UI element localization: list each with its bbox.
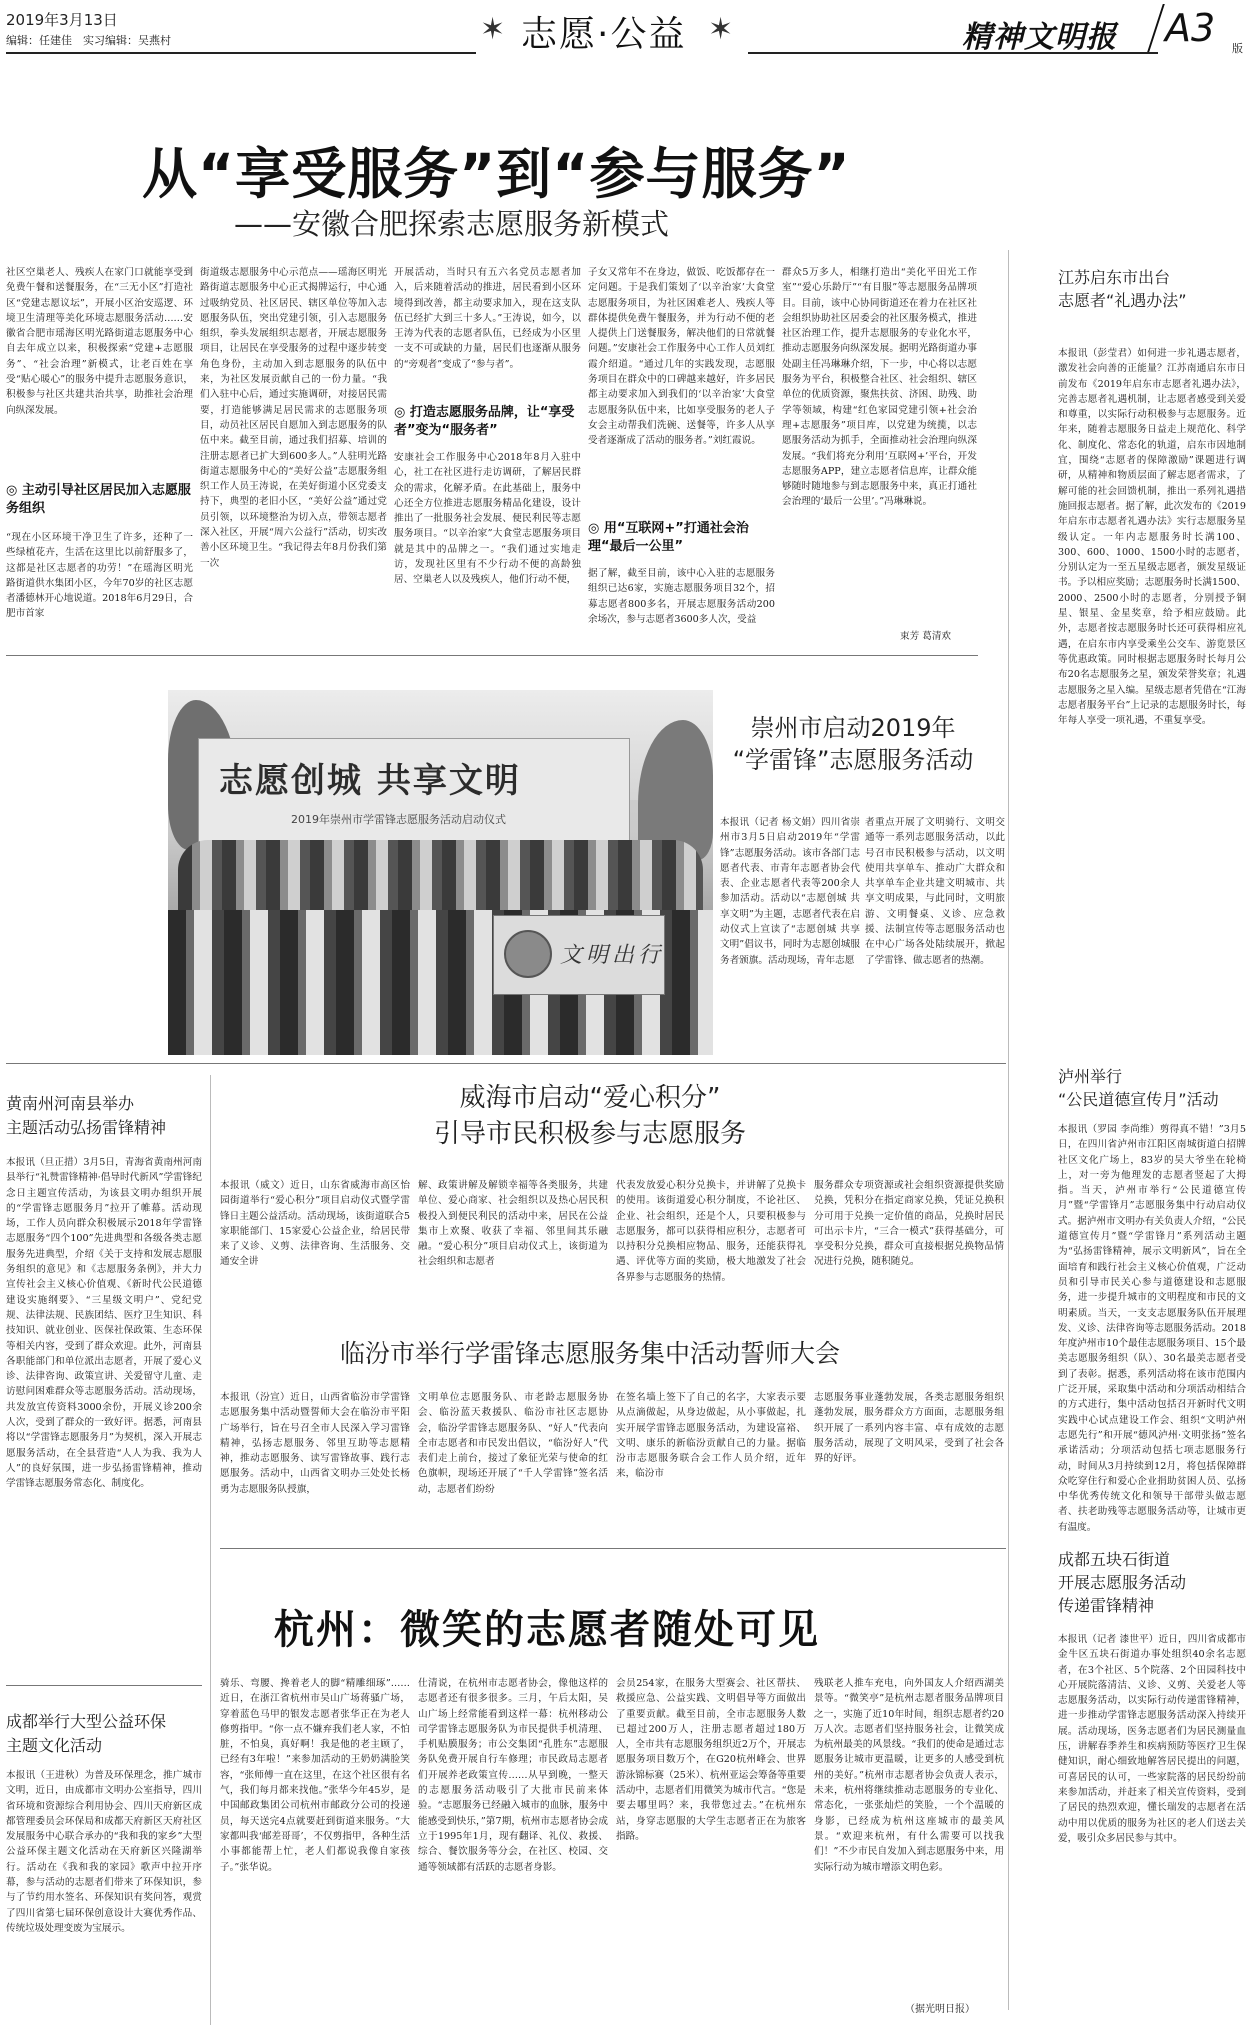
hangzhou-column-1-text: 骑乐、弯腰、搀着老人的脚“精雕细琢”……近日，在浙江省杭州市吴山广场蒋骚广场，穿着蓝色马甲的银发志愿者张华正在为老人修剪指甲。“你一点不嫌弃我们老人家，不怕脏，不怕臭，真好啊！我是他的老主顾了，已经有3年啦！”来参加活动的王奶奶满脸笑容，“张师傅一直在这里，在这个社区很有名气，我们每月都来找他。”张华今年45岁，是中国邮政集团公司杭州市邮政分公司的投递员，每天送完4点就要赶到街道来服务。“大家都叫我‘邮差哥哥’，不仅剪指甲，各种生活小事都能帮上忙，老人们都说我像自家孩子。”张华说。 xyxy=(220,1678,410,1873)
chengdu-env-headline: 成都举行大型公益环保 主题文化活动 xyxy=(6,1712,167,1755)
chengdu-env-body-text: 本报讯（王进秋）为普及环保理念，推广城市文明，近日，由成都市文明办公室指导，四川省环境和资源综合利用协会、四川天府新区成都管理委员会环保局和成都天府新区天府社区发展服务中心联合承办的“我和我的家乡”大型公益环保主题文化活动在天府新区兴隆湖举行。活动在《我和我的家园》歌声中拉开序幕，参与活动的志愿者们带来了环保知识，参与了节约用水签名、环保知识有奖问答，观赏了四川省第七届环保创意设计大赛优秀作品、传统垃圾处理变废为宝展示。 xyxy=(6,1770,202,1934)
chongzhou-body-b-text: 者重点开展了文明骑行、文明交通等一系列志愿服务活动，以此号召市民积极参与活动，以文明使用共享单车、推动广大群众和共享单车企业共建文明城市、共享文明成果，与此同时，文明旅游、文明餐桌、义诊、应急救援、法制宣传等志愿服务活动也在中心广场各处陆续展开，掀起了学雷锋、做志愿者的热潮。 xyxy=(865,817,1005,966)
hangzhou-column-1 xyxy=(220,1676,410,2011)
lead-column-5 xyxy=(782,265,977,627)
lead-subheadline: ——安徽合肥探索志愿服务新模式 xyxy=(234,207,670,241)
wukuaishi-body xyxy=(1058,1632,1246,2022)
linfen-headline: 临汾市举行学雷锋志愿服务集中活动誓师大会 xyxy=(339,1339,840,1368)
linfen-column-1-text: 本报讯（汾宣）近日，山西省临汾市学雷锋志愿服务集中活动暨誓师大会在临汾市平阳广场举行，旨在号召全市人民深入学习雷锋精神，弘扬志愿服务、邻里互助等志愿精神，推动志愿服务、读写雷锋故事、践行志愿服务。活动中，山西省文明办三处处长杨勇为志愿服务队授旗， xyxy=(220,1392,410,1495)
linfen-column-4-text: 志愿服务事业蓬勃发展，各类志愿服务组织蓬勃发展，服务群众方方面面，志愿服务组织开展了一系列内容丰富、卓有成效的志愿服务活动，展现了文明风采，受到了社会各界的好评。 xyxy=(814,1392,1004,1465)
linfen-column-3 xyxy=(616,1390,806,1538)
hangzhou-column-2 xyxy=(418,1676,608,2011)
lead-column-4b-text: 据了解，截至目前，该中心入驻的志愿服务组织已达6家，实施志愿服务项目32个，招募志愿者800多名，开展志愿服务活动200余场次，参与志愿者3600多人次，受益 xyxy=(588,568,775,625)
lead-column-4-text: 子女又常年不在身边，做饭、吃饭都存在一定问题。于是我们策划了‘以辛治家’大食堂志愿服务项目，为社区困难老人、残疾人等群体提供免费午餐服务，并为行动不便的老人提供上门送餐服务，解决他们的日常就餐问题。”安康社会工作服务中心工作人员刘红霞介绍道。“通过几年的实践发现，志愿服务项目在群众中的口碑越来越好，许多居民都主动要求加入到我们的‘以辛治家’大食堂志愿服务队伍中来，比如享受服务的老人子女会主动帮我们洗碗、送餐等，许多人从享受者逐渐成了活动的服务者。”刘红霞说。 xyxy=(588,267,775,447)
right-rail-divider xyxy=(1008,250,1009,2010)
header-star-icon: ✶ xyxy=(480,12,506,47)
huangnan-body xyxy=(6,1155,202,1675)
editor-line: 编辑：任建佳 实习编辑：吴燕村 xyxy=(6,34,171,47)
lead-column-4b xyxy=(588,566,775,643)
header-star-icon: ✶ xyxy=(708,12,734,47)
chongzhou-body-a xyxy=(720,815,860,1053)
lead-column-3-text: 开展活动，当时只有五六名党员志愿者加入，后来随着活动的推进，居民看到小区环境得到改善，都主动要求加入，现在这支队伍已经扩大到三十多人。”王涛说，如今，以王涛为代表的志愿者队伍，已经成为小区里一支不可或缺的力量，居民们也逐渐从服务的“旁观者”变成了“参与者”。 xyxy=(394,267,581,370)
photo-flag-text: 文明出行 xyxy=(560,943,665,968)
photo-crowd-back xyxy=(178,840,703,920)
linfen-column-1 xyxy=(220,1390,410,1538)
lead-column-1b-text: “现在小区环境干净卫生了许多，还种了一些绿植花卉，生活在这里比以前舒服多了，这都是社区志愿者的功劳！”在瑶海区明光路街道供水集团小区，今年70岁的社区志愿者潘德林开心地说道。2018年6月29日，合肥市首家 xyxy=(6,532,193,620)
lead-column-2 xyxy=(200,265,387,643)
weihai-column-3-text: 代表发放爱心积分兑换卡，并讲解了兑换卡的使用。该街道爱心积分制度，不论社区、企业、社会组织，还是个人，只要积极参与志愿服务，都可以获得相应积分，志愿者可以持积分兑换相应物品、服务，还能获得礼遇、评优等方面的奖励，极大地激发了社会各界参与志愿服务的热情。 xyxy=(616,1180,806,1283)
chongzhou-body-b xyxy=(865,815,1005,1053)
lead-column-2-text: 街道级志愿服务中心示范点——瑶海区明光路街道志愿服务中心正式揭牌运行，中心通过吸纳党员、社区居民、辖区单位等加入志愿服务队伍，突出党建引领，引入志愿服务组织，拳头发展组织志愿者，开展志愿服务项目，让居民在享受服务的过程中逐步转变角色身份，主动加入到志愿服务的队伍中来，为社区发展贡献自己的一份力量。“我们入驻中心后，通过实施调研，对接居民需要，打造能够满足居民需求的志愿服务项目，动员社区居民自愿加入到志愿服务的队伍中来。截至目前，通过我们招募、培训的注册志愿者已扩大到600多人。”人驻明光路街道志愿服务中心的“美好公益”志愿服务组织工作人员王涛说，在美好街道小区党委支持下，典型的老旧小区，“美好公益”通过党员引领，以环境整治为切入点，带领志愿者深入社区，开展“周六公益行”活动，切实改善小区环境卫生。“我记得去年8月份我们第一次 xyxy=(200,267,387,569)
lead-subhead-4: ◎ 用“互联网+”打通社会治理“最后一公里” xyxy=(588,521,749,554)
issue-date: 2019年3月13日 xyxy=(6,11,118,29)
photo-banner-caption: 2019年崇州市学雷锋志愿服务活动启动仪式 xyxy=(291,813,506,826)
lead-column-5-text: 群众5万多人，相继打造出“美化平田光工作室”“爱心乐龄厅”“有目服”等志愿服务品牌项目。目前，该中心协同街道还在着力在社区社会组织协助社区居委会的社区服务模式，推进社区治理工作，提升志愿服务的专业化水平，推动志愿服务向纵深发展。据明光路街道办事处副主任冯琳琳介绍，下一步，中心将以志愿服务为平台，积极整合社区、社会组织、辖区单位的优质资源，聚焦扶贫、济困、助残、助学等领域，构建“红色家园党建引领+社会治理+志愿服务”项目库，以党建为统揽，以志愿服务活动为抓手，全面推动社会治理向纵深发展。“我们将充分利用‘互联网+’平台，开发志愿服务APP，建立志愿者信息库，让群众能够随时随地参与到志愿服务中来，真正打通社会治理的‘最后一公里’。”冯琳琳说。 xyxy=(782,267,977,508)
chongzhou-bottom-rule xyxy=(6,1063,1006,1064)
lead-subhead-1: ◎ 主动引导社区居民加入志愿服务组织 xyxy=(6,483,191,516)
lead-column-1-text: 社区空巢老人、残疾人在家门口就能享受到免费午餐和送餐服务，在“三无小区”打造社区“党建志愿议坛”，开展小区治安巡逻、环境卫生清理等美化环境志愿服务活动……安徽省合肥市瑶海区明光路街道志愿服务中心自去年成立以来，积极探索“党建+志愿服务”、“社会治理”新模式，让老百姓在享受“贴心暖心”的服务中提升志愿服务意识，积极参与社区共建共治共享，助推社会治理向纵深发展。 xyxy=(6,267,193,416)
masthead-divider xyxy=(1147,4,1165,52)
hangzhou-headline: 杭州：微笑的志愿者随处可见 xyxy=(274,1607,820,1653)
wukuaishi-body-text: 本报讯（记者 漆世平）近日，四川省成都市金牛区五块石街道办事处组织40余名志愿者，在3个社区、5个院落、2个田园科技中心开展院落清洁、义诊、义剪、关爱老人等志愿服务活动，以实际行动传递雷锋精神，进一步推动学雷锋志愿服务活动深入持续开展。活动现场，医务志愿者们为居民测量血压，讲解春季养生和疾病预防等医疗卫生保健知识，耐心细致地解答居民提出的问题，可喜居民的认可，一些家院落的居民纷纷前来参加活动，并赶来了相关宣传资料，受到了居民的热烈欢迎，懂长瑞发的志愿者在活动中用以优质的服务为社区的老人们送去关爱，吸引众多居民参与其中。 xyxy=(1058,1634,1246,1844)
photo-flag-emblem-icon xyxy=(504,930,552,978)
lead-headline: 从“享受服务”到“参与服务” xyxy=(142,142,851,206)
hangzhou-column-4 xyxy=(814,1676,1004,1994)
lead-byline: 束芳 葛清欢 xyxy=(900,631,952,642)
luzhou-headline: 泸州举行 “公民道德宣传月”活动 xyxy=(1058,1067,1219,1109)
weihai-headline: 威海市启动“爱心积分” 引导市民积极参与志愿服务 xyxy=(433,1083,746,1149)
weihai-column-4 xyxy=(814,1178,1004,1318)
linfen-column-4 xyxy=(814,1390,1004,1538)
hangzhou-column-3-text: 会员254家，在服务大型赛会、社区帮扶、救援应急、公益实践、文明倡导等方面做出了重要贡献。截至目前，全市志愿服务人数已超过200万人，注册志愿者超过180万人，全市共有志愿服务组织近2万个，开展志愿服务项目数万个，在G20杭州峰会、世界游泳锦标赛（25米）、杭州亚运会筹备等重要活动中，志愿者们用微笑为城市代言。“您是要去哪里吗？来，我带您过去。”在杭州东站，身穿志愿服的大学生志愿者正在为旅客指路。 xyxy=(616,1678,806,1842)
jiangsu-body xyxy=(1058,346,1246,1058)
lead-column-3b-text: 安康社会工作服务中心2018年8月入驻中心，社工在社区进行走访调研，了解居民群众的需求，化解矛盾。在此基础上，服务中心还全方位推进志愿服务精品化建设，设计推出了一批服务社会发展、便民利民等志愿服务项目。“以辛治家”大食堂志愿服务项目就是其中的品牌之一。“我们通过实地走访，发现社区里有不少行动不便的高龄独居、空巢老人以及残疾人，他们行动不便， xyxy=(394,452,581,586)
jiangsu-headline: 江苏启东市出台 志愿者“礼遇办法” xyxy=(1058,268,1187,310)
chongzhou-photo xyxy=(168,690,713,1055)
page-number: A3 xyxy=(1165,6,1216,50)
photo-flag xyxy=(493,915,665,995)
weihai-column-3 xyxy=(616,1178,806,1318)
weihai-column-2-text: 解、政策讲解及解锁幸福等各类服务，共建单位、爱心商家、社会组织以及热心居民积极投入到便民利民的活动中来，居民在公益集市上欢聚、收获了幸福、邻里间其乐融融。“爱心积分”项目启动仪式上，该街道为社会组织和志愿者 xyxy=(418,1180,608,1268)
wukuaishi-headline: 成都五块石街道 开展志愿服务活动 传递雷锋精神 xyxy=(1058,1550,1187,1615)
weihai-column-1-text: 本报讯（威文）近日，山东省威海市高区怡园街道举行“爱心积分”项目启动仪式暨学雷锋日主题公益活动。活动现场，该街道联合5家职能部门、15家爱心公益企业，给居民带来了义诊、义剪、法律咨询、生活服务、交通安全讲 xyxy=(220,1180,410,1268)
lead-column-3 xyxy=(394,265,581,397)
page-number-suffix: 版 xyxy=(1232,42,1243,55)
masthead: 精神文明报 xyxy=(962,20,1117,55)
linfen-column-3-text: 在签名墙上签下了自己的名字，大家表示要从点滴做起，从身边做起，从小事做起，扎实开展学雷锋志愿服务活动，为建设富裕、文明、康乐的新临汾贡献自己的力量。据临汾市志愿服务联合会工作人员介绍，近年来，临汾市 xyxy=(616,1392,806,1480)
linfen-column-2-text: 文明单位志愿服务队、市老龄志愿服务协会、临汾蓝天救援队、临汾市社区志愿协会，临汾学雷锋志愿服务队、“好人”代表向全市志愿者和市民发出倡议，“临汾好人”代表们走上前台，接过了象征光荣与使命的红色旗帜，现场还开展了“千人学雷锋”签名活动，志愿者们纷纷 xyxy=(418,1392,608,1495)
left-rail-divider xyxy=(210,1075,211,2025)
chongzhou-body-a-text: 本报讯（记者 杨文娟）四川省崇州市3月5日启动2019年“学雷锋”志愿服务活动。该市各部门志愿者代表、市青年志愿者协会代表、企业志愿者代表等200余人参加活动。活动以“志愿创城 共享文明”为主题，志愿者代表在启动仪式上宣读了“志愿创城 共享文明”倡议书，同时为志愿创城服务者颁旗。活动现场，青年志愿 xyxy=(720,817,860,966)
chengdu-rule xyxy=(6,1685,202,1686)
chongzhou-headline: 崇州市启动2019年 “学雷锋”志愿服务活动 xyxy=(732,714,974,774)
hangzhou-column-4-text: 残联老人推车充电，向外国友人介绍西湖美景等。“微笑亭”是杭州志愿者服务品牌项目之一，实施了近10年时间，组织志愿者约20万人次。志愿者们坚持服务社会，让微笑成为杭州最美的风景线。“我们的使命是通过志愿服务让城市更温暖，让更多的人感受到杭州的美好。”杭州市志愿者协会负责人表示，未来，杭州将继续推动志愿服务的专业化、常态化，一张张灿烂的笑脸，一个个温暖的身影，已经成为杭州这座城市的最美风景。“欢迎来杭州，有什么需要可以找我们！”不少市民自发加入到志愿服务中来，用实际行动为城市增添文明色彩。 xyxy=(814,1678,1004,1873)
luzhou-body-text: 本报讯（罗园 李尚维）剪得真不错！”3月5日，在四川省泸州市江阳区南城街道白招牌社区文化广场上，83岁的吴大爷坐在轮椅上，对一旁为他理发的志愿者竖起了大拇指。当天，泸州市举行“公民道德宣传月”暨“学雷锋月”志愿服务集中行动启动仪式。据泸州市文明办有关负责人介绍，“公民道德宣传月”暨“学雷锋月”系列活动主题为“弘扬雷锋精神，展示文明新风”，旨在全面培育和践行社会主义核心价值观，广泛动员和引导市民关心参与道德建设和志愿服务，进一步提升城市的文明程度和市民的文明素质。当天，一支支志愿服务队伍开展理发、义诊、法律咨询等志愿服务活动。2018年度泸州市10个最佳志愿服务项目、15个最美志愿服务组织（队）、30名最美志愿者受到了表彰。据悉，系列活动将在该市范围内广泛开展，采取集中活动和分项活动相结合的方式进行，集中活动包括召开新时代文明实践中心试点建设工作会、组织“文明泸州 志愿先行”和开展“德风泸州·文明张扬”签名承诺活动；分项活动包括七项志愿服务行动，时间从3月持续到12月，将包括保障群众吃穿住行和爱心企业捐助贫困人员、弘扬中华优秀传统文化和领导干部带头做志愿者、扶老助残等志愿服务活动等，让城市更有温度。 xyxy=(1058,1124,1246,1533)
weihai-column-1 xyxy=(220,1178,410,1318)
lead-column-3b xyxy=(394,450,581,643)
hangzhou-credit: （据光明日报） xyxy=(905,2004,975,2015)
huangnan-headline: 黄南州河南县举办 主题活动弘扬雷锋精神 xyxy=(6,1094,167,1137)
section-name: 志愿·公益 xyxy=(521,14,687,55)
header-rule-left xyxy=(6,52,476,54)
weihai-column-4-text: 服务群众专项资源或社会组织资源提供奖励兑换，凭积分在指定商家兑换，凭证兑换积分可用于兑换一定价值的商品，兑换时居民可出示卡片，“三合一模式”获得基础分，可享受积分兑换，群众可直接根据兑换物品情况进行兑换，随积随兑。 xyxy=(814,1180,1004,1268)
lead-bottom-rule xyxy=(6,655,978,656)
photo-banner xyxy=(198,738,630,845)
hangzhou-column-2-text: 仕清说，在杭州市志愿者协会，像他这样的志愿者还有很多很多。三月，午后太阳，吴山广场上经常能看到这样一幕：杭州移动公司学雷锋志愿服务队为市民提供手机清理、手机贴膜服务；市公交集团“孔胜东”志愿服务队免费开展自行车修理；市民政局志愿者们开展养老政策宣传……从早到晚，一整天的志愿服务活动吸引了大批市民前来体验。“志愿服务已经融入城市的血脉，服务中能感受到快乐，”第7期，杭州市志愿者协会成立于1995年1月，现有翻译、礼仪、救援、综合、餐饮服务等分会，在社区、校园、交通等领域都有活跃的志愿者身影。 xyxy=(418,1678,608,1873)
lead-column-4 xyxy=(588,265,775,515)
linfen-column-2 xyxy=(418,1390,608,1538)
lead-column-1b xyxy=(6,530,193,640)
photo-banner-title: 志愿创城 共享文明 xyxy=(219,761,521,801)
jiangsu-body-text: 本报讯（彭莹君）如何进一步礼遇志愿者，激发社会向善的正能量？江苏南通启东市日前发布《2019年启东市志愿者礼遇办法》，完善志愿者礼遇机制，让志愿者感受到关爱和尊重，以实际行动积极参与志愿服务。近年来，随着志愿服务日益走上规范化、科学化、制度化、常态化的轨道，启东市因地制宜，围绕“志愿者的保障激励”课题进行调研，从精神和物质层面了解志愿者需求，了解可能的社会回馈机制，推出一系列礼遇措施回报志愿者。据了解，此次发布的《2019年启东市志愿者礼遇办法》实行志愿服务星级认定。一年内志愿服务时长满100、300、600、1000、1500小时的志愿者，分别认定为一至五星级志愿者，颁发星级证书。予以相应奖励；志愿服务时长满1500、2000、2500小时的志愿者，分别授予铜星、银星、金星奖章，给予相应鼓励。此外，志愿者按志愿服务时长还可获得相应礼遇，在启东市内享受乘坐公交车、游览景区等优惠政策。同时根据志愿服务时长每月公布20名志愿服务之星，颁发荣誉奖章；礼遇志愿服务之星入编。星级志愿者凭借在“江海志愿者服务平台”上记录的志愿服务时长，每年每人享受一项礼遇，不重复享受。 xyxy=(1058,348,1246,727)
lead-subhead-3: ◎ 打造志愿服务品牌，让“享受者”变为“服务者” xyxy=(394,405,575,438)
hangzhou-column-3 xyxy=(616,1676,806,2011)
linfen-bottom-rule xyxy=(220,1548,1006,1549)
huangnan-body-text: 本报讯（旦正措）3月5日，青海省黄南州河南县举行“礼赞雷锋精神·倡导时代新风”学雷锋纪念日主题宣传活动，为该县文明办组织开展的“学雷锋志愿服务月”拉开了帷幕。活动现场，工作人员向群众积极展示2018年学雷锋志愿服务“四个100”先进典型和各级各类志愿服务先进典型，介绍《关于支持和发展志愿服务组织的意见》和《志愿服务条例》，并大力宣传社会主义核心价值观、《新时代公民道德建设实施纲要》、“三星级文明户”、党纪党规、法律法规、民族团结、医疗卫生知识、科技知识、就业创业、医保社保政策、生态环保等相关内容，受到了群众欢迎。此外，河南县各职能部门和单位派出志愿者，开展了爱心义诊、法律咨询、政策宣讲、关爱留守儿童、走访慰问困难群众等志愿服务活动。活动现场，共发放宣传资料3000余份，开展义诊200余人次，受到了群众的一致好评。据悉，河南县将以“学雷锋志愿服务月”为契机，深入开展志愿服务活动，在全县营造“人人为我、我为人人”的良好氛围，进一步弘扬雷锋精神，推动学雷锋志愿服务常态化、制度化。 xyxy=(6,1157,202,1490)
chengdu-env-body xyxy=(6,1768,202,2023)
weihai-column-2 xyxy=(418,1178,608,1318)
